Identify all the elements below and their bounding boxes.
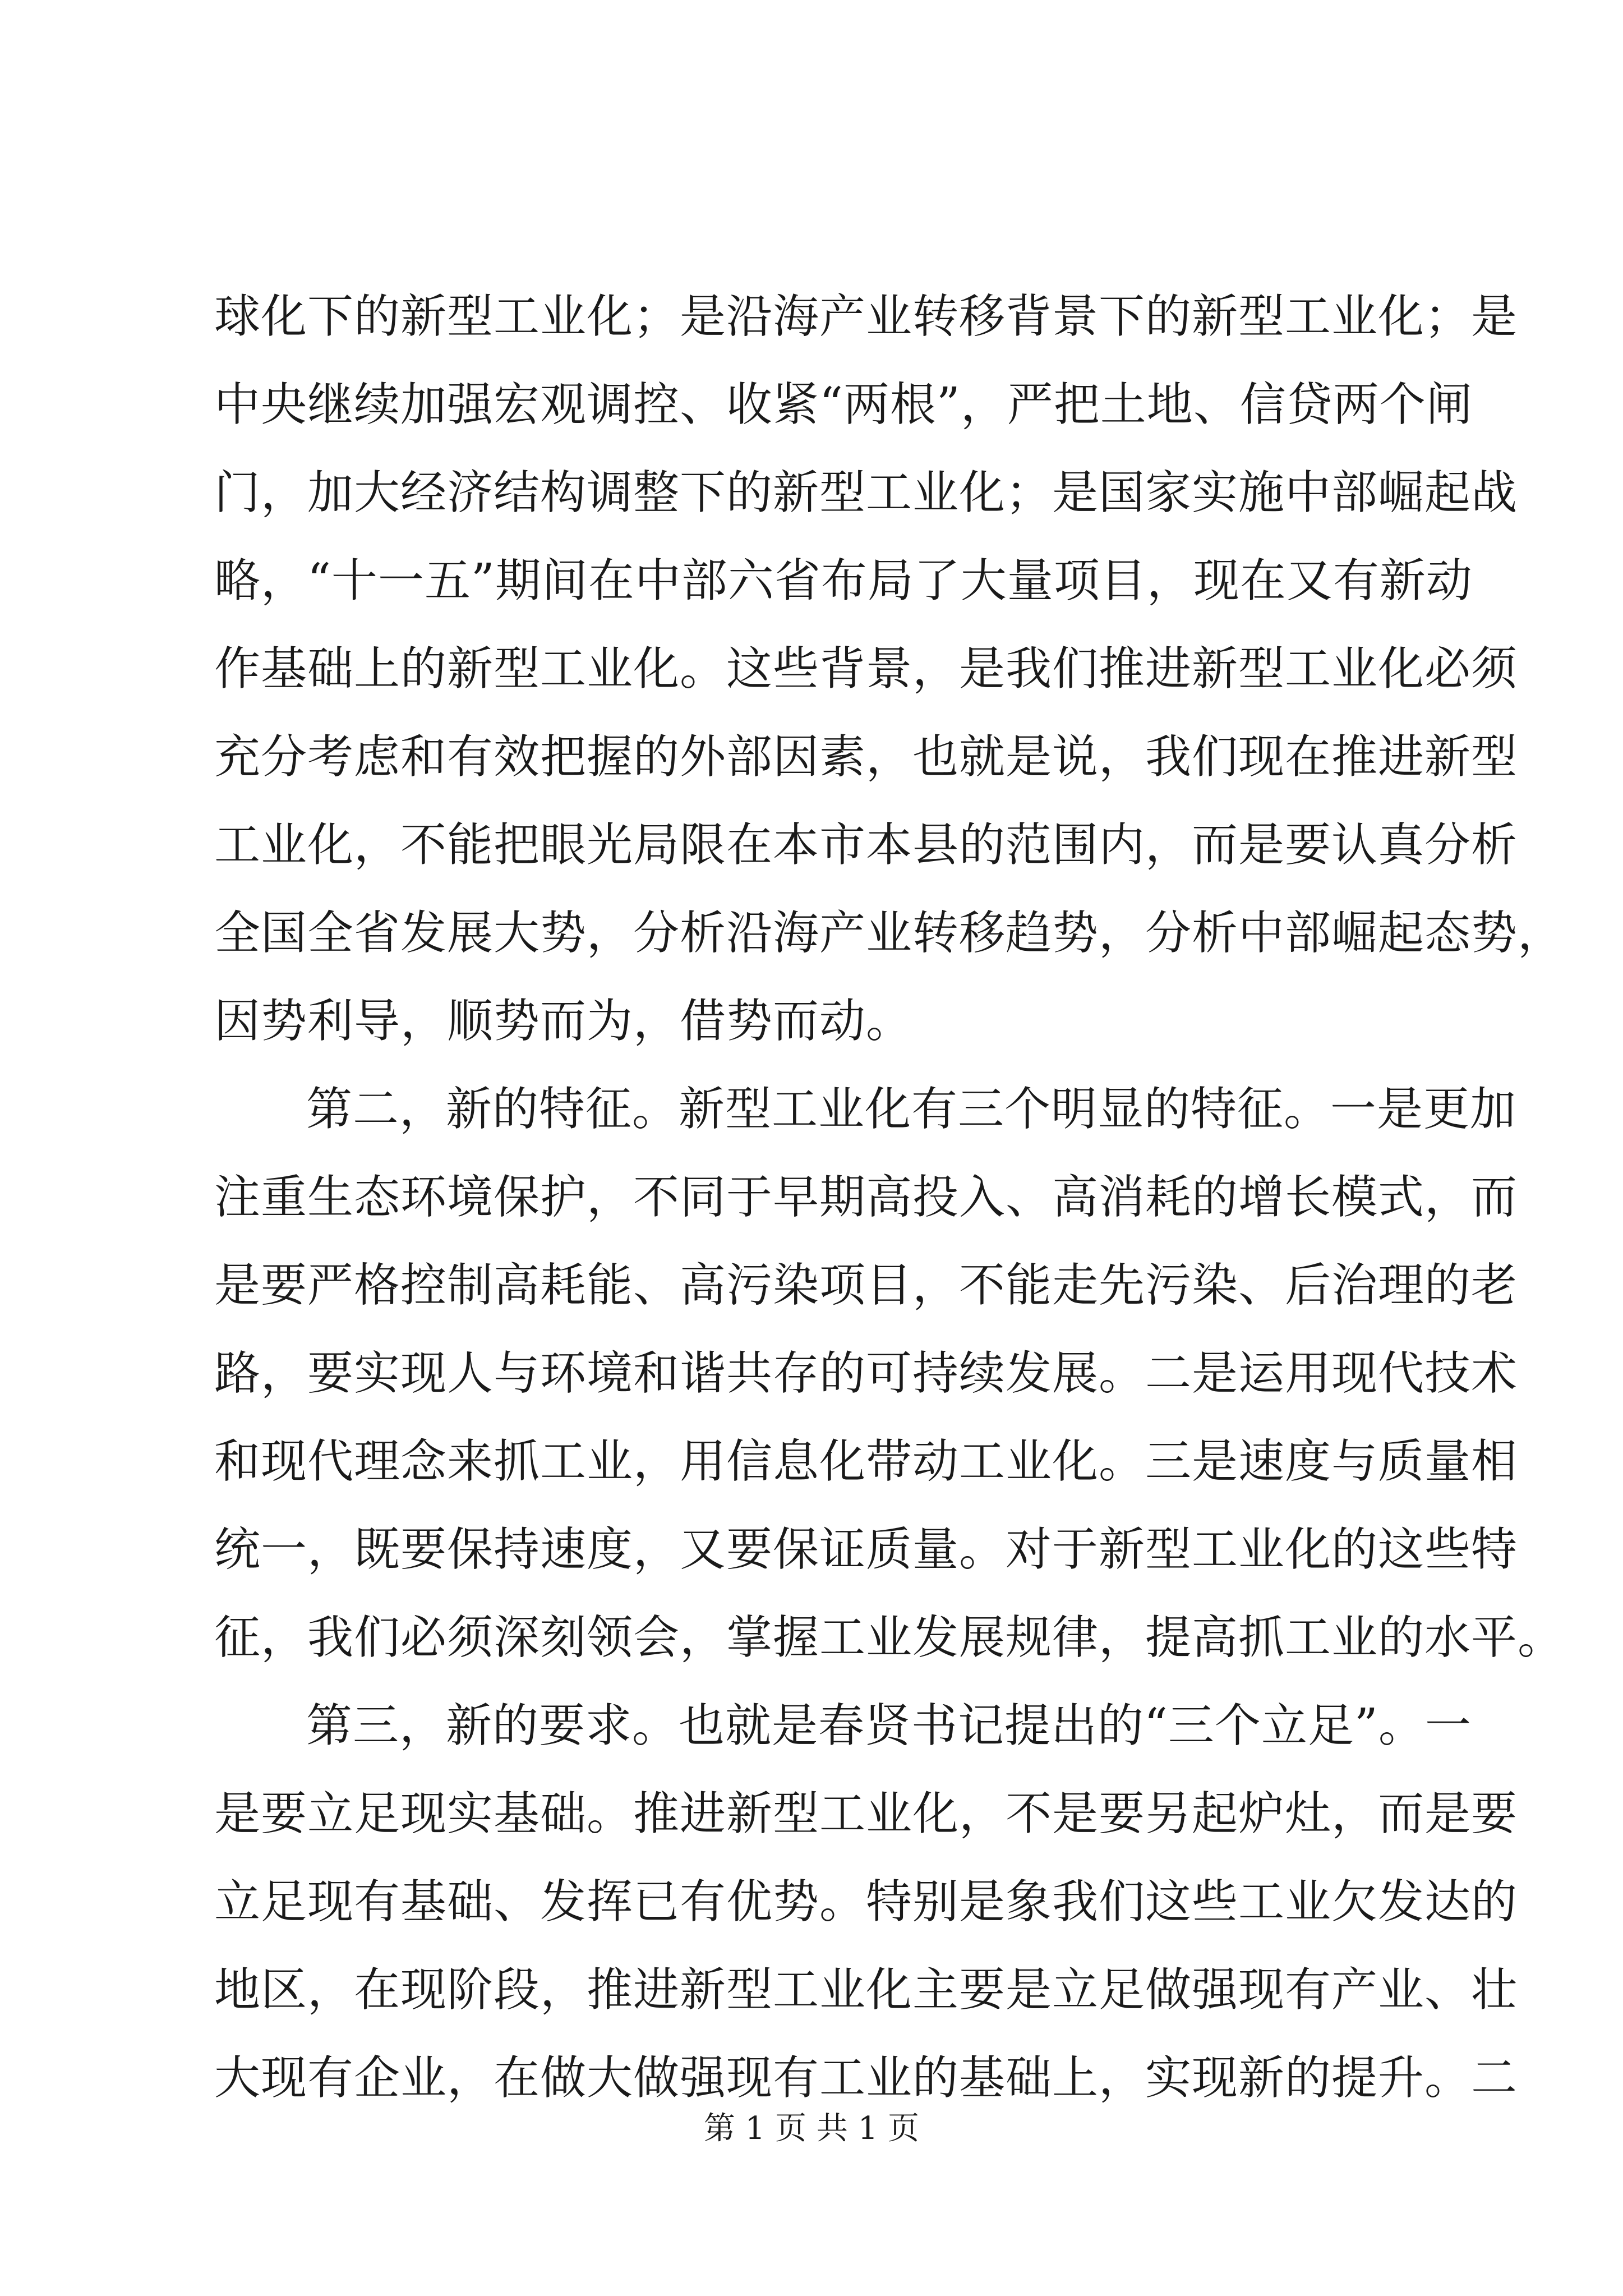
text-line: 略，“十一五”期间在中部六省布局了大量项目，现在又有新动: [214, 554, 1473, 608]
text-line: 作基础上的新型工业化。这些背景，是我们推进新型工业化必须: [214, 642, 1518, 696]
text-line: 工业化，不能把眼光局限在本市本县的范围内，而是要认真分析: [214, 818, 1518, 872]
text-line: 球化下的新型工业化；是沿海产业转移背景下的新型工业化；是: [214, 290, 1518, 343]
page-footer: 第 1 页 共 1 页: [703, 2110, 920, 2147]
text-line: 大现有企业，在做大做强现有工业的基础上，实现新的提升。二: [214, 2051, 1518, 2105]
text-line: 门，加大经济结构调整下的新型工业化；是国家实施中部崛起战: [214, 466, 1518, 519]
text-line: 路，要实现人与环境和谐共存的可持续发展。二是运用现代技术: [214, 1347, 1518, 1400]
text-line: 中央继续加强宏观调控、收紧“两根”，严把土地、信贷两个闸: [214, 378, 1473, 431]
text-line: 立足现有基础、发挥已有优势。特别是象我们这些工业欠发达的: [214, 1875, 1518, 1929]
text-line: 统一，既要保持速度，又要保证质量。对于新型工业化的这些特: [214, 1523, 1518, 1576]
text-line: 是要严格控制高耗能、高污染项目，不能走先污染、后治理的老: [214, 1259, 1518, 1312]
paragraph-start-line: 第三，新的要求。也就是春贤书记提出的“三个立足”。一: [306, 1699, 1472, 1752]
text-line: 地区，在现阶段，推进新型工业化主要是立足做强现有产业、壮: [214, 1963, 1518, 2017]
text-line: 充分考虑和有效把握的外部因素，也就是说，我们现在推进新型: [214, 730, 1518, 784]
text-line: 注重生态环境保护，不同于早期高投入、高消耗的增长模式，而: [214, 1171, 1518, 1224]
text-line: 全国全省发展大势，分析沿海产业转移趋势，分析中部崛起态势，: [214, 907, 1565, 960]
text-line: 因势利导，顺势而为，借势而动。: [214, 995, 913, 1048]
document-body: [214, 273, 1565, 2122]
paragraph-start-line: 第二，新的特征。新型工业化有三个明显的特征。一是更加: [306, 1083, 1517, 1136]
text-line: 和现代理念来抓工业，用信息化带动工业化。三是速度与质量相: [214, 1435, 1518, 1488]
text-line: 是要立足现实基础。推进新型工业化，不是要另起炉灶，而是要: [214, 1787, 1518, 1841]
text-line: 征，我们必须深刻领会，掌握工业发展规律，提高抓工业的水平。: [214, 1611, 1565, 1664]
